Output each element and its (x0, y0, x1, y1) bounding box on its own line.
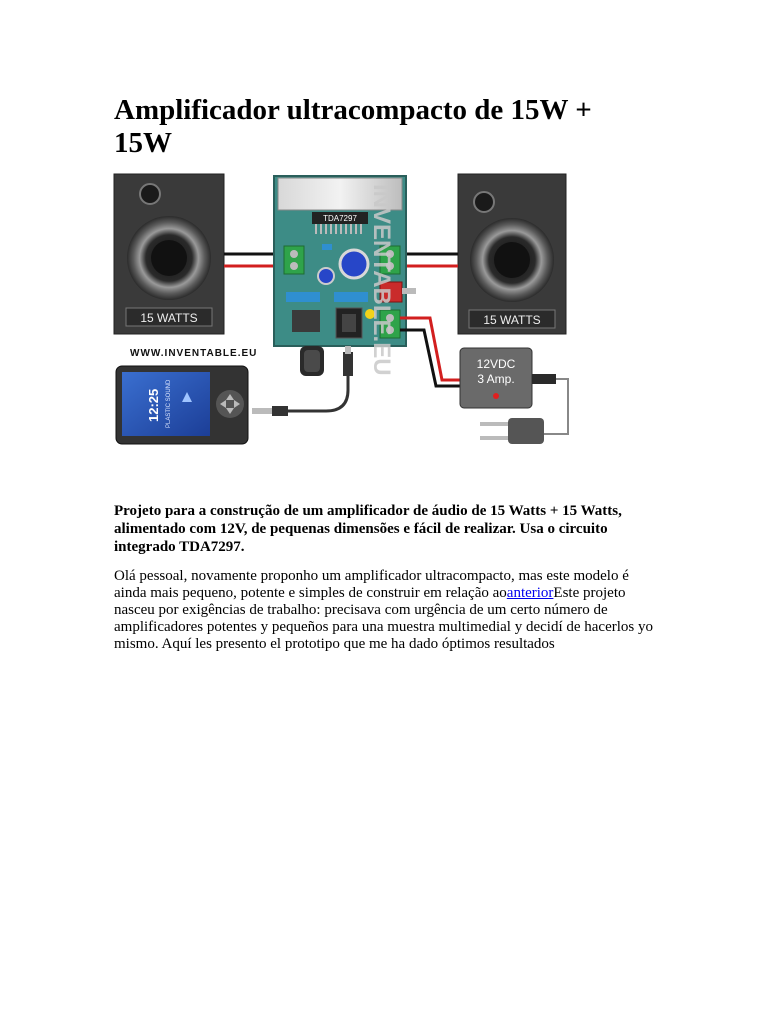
volume-knob (300, 346, 324, 376)
player-time: 12:25 (146, 388, 161, 422)
amplifier-wiring-diagram (112, 170, 592, 450)
watermark: INVENTABLE.EU (368, 184, 395, 376)
anterior-link[interactable]: anterior (506, 585, 554, 601)
body-text-before-link: Olá pessoal, novamente proponho um amplificador ultracompacto, mas este modelo é ainda mais pequeno, potente e simples de construir em relação ao (114, 568, 629, 601)
website-caption: WWW.INVENTABLE.EU (130, 348, 258, 359)
psu-voltage-label: 12VDC (476, 357, 516, 371)
power-wires (400, 318, 460, 386)
body-paragraph (114, 568, 654, 653)
mp3-player (116, 366, 248, 444)
left-speaker (114, 174, 224, 334)
chip-label: TDA7297 (323, 214, 357, 223)
left-speaker-label: 15 WATTS (140, 311, 198, 325)
body-text-after-link: Este projeto nasceu por exigências de trabalho: precisava com urgência de um certo número de amplificadores potentes y pequeños para una muestra multimedial y decidí de hacerlos yo mismo. Aquí les presento el prototipo que me ha dado óptimos resultados (114, 585, 653, 652)
intro-paragraph: Projeto para a construção de um amplificador de áudio de 15 Watts + 15 Watts, alimentado com 12V, de pequenas dimensões e fácil de realizar. Usa o circuito integrado TDA7297. (114, 503, 622, 555)
right-speaker (458, 174, 566, 334)
player-subtitle: PLASTIC SOUND (166, 379, 172, 428)
psu-current-label: 3 Amp. (477, 372, 515, 386)
page-title: Amplificador ultracompacto de 15W + 15W (114, 94, 592, 159)
power-supply (460, 348, 568, 444)
right-speaker-label: 15 WATTS (483, 313, 541, 327)
